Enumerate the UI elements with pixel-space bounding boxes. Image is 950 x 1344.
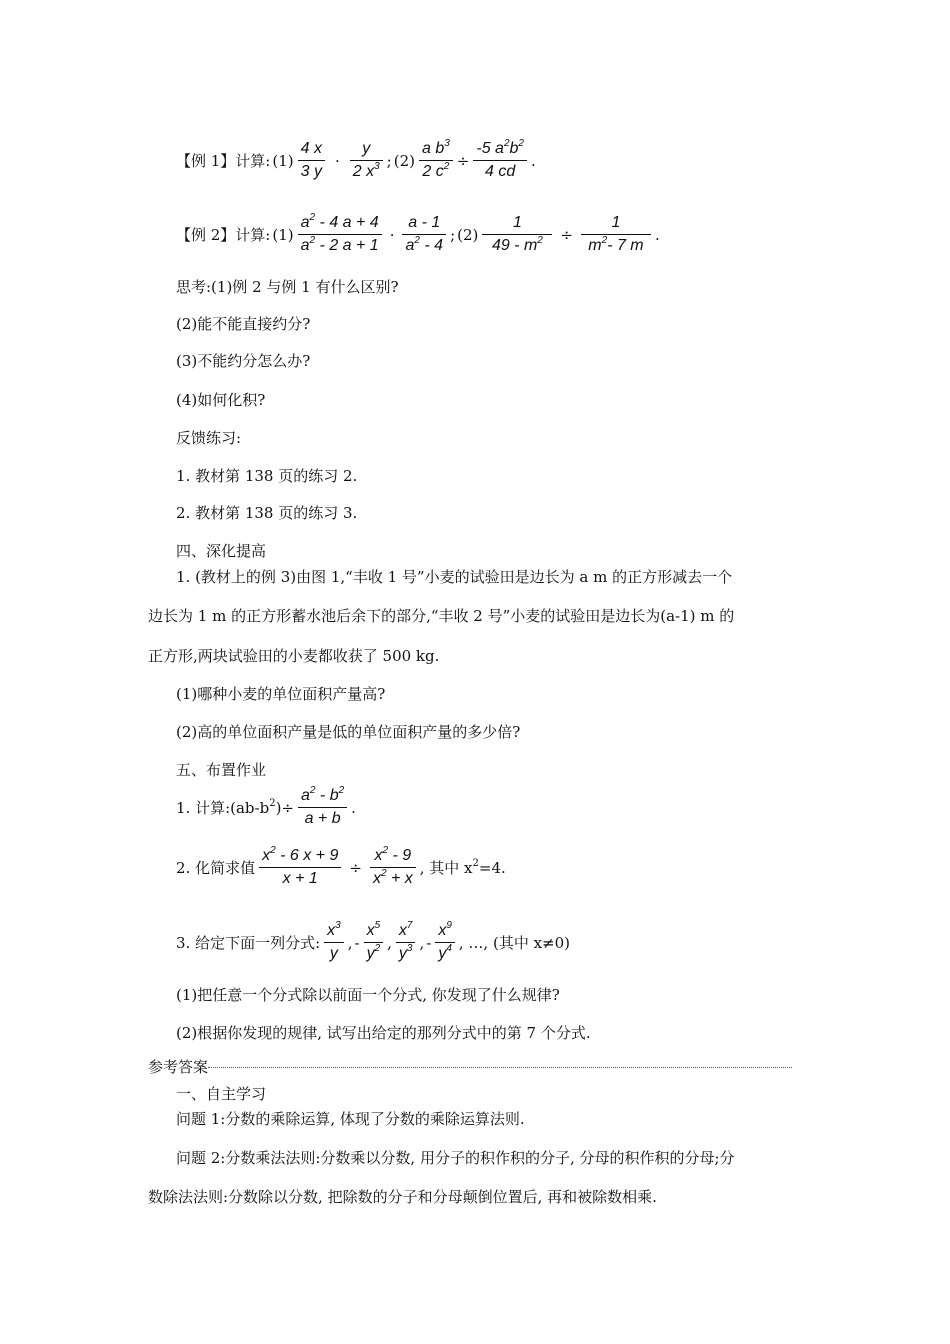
feedback-item-1: 1. 教材第 138 页的练习 2. — [176, 467, 358, 485]
paragraph-line: 边长为 1 m 的正方形蓄水池后余下的部分,“丰收 2 号”小麦的试验田是边长为(a-1) m 的 — [148, 607, 735, 625]
fraction: $\frac{1}{m^2- 7 m}$ — [581, 212, 651, 257]
think-question-4: (4)如何化积? — [176, 391, 266, 409]
think-question-3: (3)不能约分怎么办? — [176, 352, 311, 370]
paragraph-line: 1. (教材上的例 3)由图 1,“丰收 1 号”小麦的试验田是边长为 a m 的正方形减去一个 — [176, 568, 733, 586]
homework-item-1: 1. 计算$:(ab-b^2)\div$ $\frac{a^2 - b^2}{a + b}$ . — [176, 785, 356, 830]
fraction: $\frac{a^2 - b^2}{a + b}$ — [298, 785, 347, 830]
fraction: $\frac{a^2 - 4 a + 4}{a^2 - 2 a + 1}$ — [298, 212, 382, 257]
fraction: $\frac{x^7}{y^3}$ — [396, 920, 416, 965]
divide-sign: ÷ — [560, 225, 573, 244]
fraction: $\frac{a b^3}{2 c^2}$ — [419, 138, 453, 183]
answer-line: 问题 1:分数的乘除运算, 体现了分数的乘除运算法则. — [176, 1110, 525, 1128]
answers-subheading: 一、自主学习 — [176, 1085, 267, 1103]
multiply-dot: · — [389, 225, 395, 244]
homework-question-2: (2)根据你发现的规律, 试写出给定的那列分式中的第 7 个分式. — [176, 1024, 591, 1042]
divide-sign: ÷ — [456, 151, 470, 170]
homework-item-2: 2. 化简求值 $\frac{x^2 - 6 x + 9}{x + 1}$ ÷ $\frac{x^2 - 9}{x^2 + x}$ , 其中 $x^2=4$. — [176, 845, 506, 890]
feedback-item-2: 2. 教材第 138 页的练习 3. — [176, 504, 358, 522]
homework-item-3: 3. 给定下面一列分式: $\frac{x^3}{y}$ , - $\frac{x^5}{y^2}$ , $\frac{x^7}{y^3}$ , - $\frac{x^9}{y^4}$ , …, (其中 x≠0) — [176, 920, 570, 965]
think-question-1: 思考:(1)例 2 与例 1 有什么区别? — [176, 278, 399, 296]
think-question-2: (2)能不能直接约分? — [176, 315, 311, 333]
multiply-dot: · — [334, 151, 340, 170]
answer-line: 数除法法则:分数除以分数, 把除数的分子和分母颠倒位置后, 再和被除数相乘. — [148, 1188, 657, 1206]
section-heading-homework: 五、布置作业 — [176, 761, 267, 779]
part-2-marker: (2) — [393, 151, 415, 170]
fraction: $\frac{x^9}{y^4}$ — [435, 920, 455, 965]
part-1-marker: (1) — [272, 225, 294, 244]
fraction: $\frac{x^5}{y^2}$ — [364, 920, 384, 965]
example-2-label: 【例 2】计算: — [176, 225, 271, 244]
divide-sign: ÷ — [349, 858, 362, 877]
example-2: 【例 2】计算: (1) $\frac{a^2 - 4 a + 4}{a^2 - 2 a + 1}$ · $\frac{a - 1}{a^2 - 4}$ ; (2) $\frac{1}{49 - m^2}$ ÷ $\frac{1}{m^2- 7 m}$ . — [176, 212, 660, 257]
fraction: $\frac{y}{2 x^3}$ — [350, 138, 383, 183]
dotted-divider — [208, 1067, 792, 1068]
fraction: $\frac{x^2 - 6 x + 9}{x + 1}$ — [259, 845, 341, 890]
answer-line: 问题 2:分数乘法法则:分数乘以分数, 用分子的积作积的分子, 分母的积作积的分母;分 — [176, 1149, 735, 1167]
fraction: $\frac{4 x}{3 y}$ — [298, 138, 325, 183]
homework-question-1: (1)把任意一个分式除以前面一个分式, 你发现了什么规律? — [176, 986, 560, 1004]
fraction: $\frac{-5 a^2b^2}{4 cd}$ — [473, 138, 527, 183]
fraction: $\frac{a - 1}{a^2 - 4}$ — [402, 212, 446, 257]
question-line: (1)哪种小麦的单位面积产量高? — [176, 685, 386, 703]
example-1: 【例 1】计算: (1) $\frac{4 x}{3 y}$ · $\frac{y}{2 x^3}$ ; (2) $\frac{a b^3}{2 c^2}$ ÷ $\frac{-5 a^2b^2}{4 cd}$ . — [176, 138, 536, 183]
feedback-heading: 反馈练习: — [176, 429, 242, 447]
answers-heading: 参考答案 — [148, 1058, 209, 1076]
part-2-marker: (2) — [457, 225, 479, 244]
part-1-marker: (1) — [272, 151, 294, 170]
fraction: $\frac{x^2 - 9}{x^2 + x}$ — [370, 845, 416, 890]
paragraph-line: 正方形,两块试验田的小麦都收获了 500 kg. — [148, 647, 440, 665]
fraction: $\frac{x^3}{y}$ — [324, 920, 344, 965]
example-1-label: 【例 1】计算: — [176, 151, 271, 170]
fraction: $\frac{1}{49 - m^2}$ — [482, 212, 552, 257]
section-heading-deepen: 四、深化提高 — [176, 542, 267, 560]
question-line: (2)高的单位面积产量是低的单位面积产量的多少倍? — [176, 723, 521, 741]
